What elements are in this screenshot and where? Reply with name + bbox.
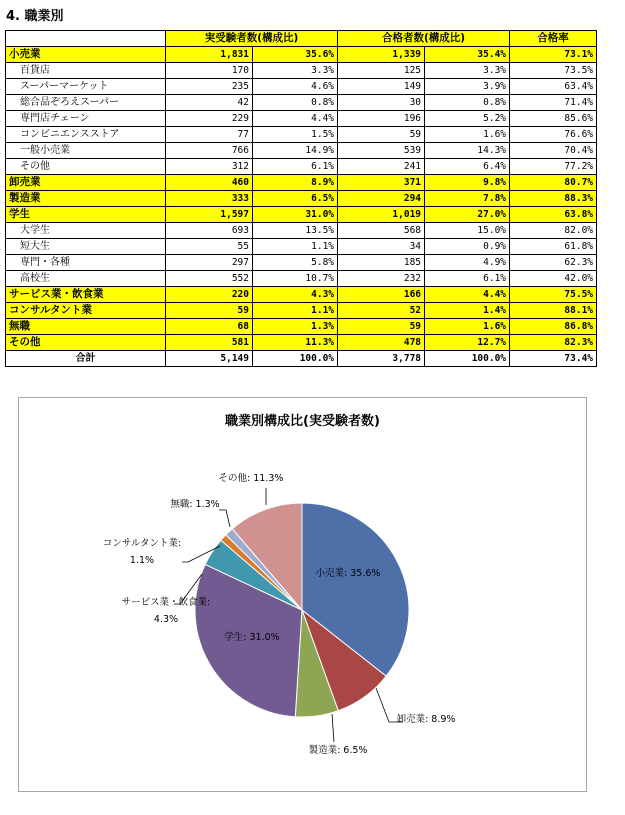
pass-rate: 88.3%	[510, 191, 597, 207]
passed-count: 149	[338, 79, 425, 95]
passed-count: 1,019	[338, 207, 425, 223]
table-row	[6, 351, 597, 367]
row-name: 合計	[6, 351, 166, 367]
passed-share: 0.9%	[425, 239, 510, 255]
examinees-share: 1.5%	[253, 127, 338, 143]
examinees-share: 100.0%	[253, 351, 338, 367]
table-row	[6, 95, 597, 111]
examinees-count: 312	[166, 159, 253, 175]
pass-rate: 82.3%	[510, 335, 597, 351]
pass-rate: 71.4%	[510, 95, 597, 111]
pass-rate: 73.4%	[510, 351, 597, 367]
passed-share: 7.8%	[425, 191, 510, 207]
examinees-count: 68	[166, 319, 253, 335]
examinees-share: 8.9%	[253, 175, 338, 191]
row-name: 学生	[6, 207, 166, 223]
passed-share: 1.6%	[425, 319, 510, 335]
table-row	[6, 255, 597, 271]
examinees-share: 1.1%	[253, 303, 338, 319]
row-name: 短大生	[6, 239, 166, 255]
pass-rate: 85.6%	[510, 111, 597, 127]
table-row	[6, 319, 597, 335]
passed-count: 52	[338, 303, 425, 319]
examinees-share: 6.1%	[253, 159, 338, 175]
examinees-count: 42	[166, 95, 253, 111]
examinees-share: 3.3%	[253, 63, 338, 79]
row-name: コンビニエンスストア	[6, 127, 166, 143]
passed-count: 294	[338, 191, 425, 207]
header-passed: 合格者数(構成比)	[338, 31, 510, 47]
row-name: 小売業	[6, 47, 166, 63]
pie-data-label: 無職: 1.3%	[170, 499, 220, 510]
passed-share: 35.4%	[425, 47, 510, 63]
pie-leader-line	[219, 510, 230, 527]
pie-chart-area	[18, 397, 587, 792]
table-row	[6, 335, 597, 351]
pie-chart	[19, 398, 586, 791]
examinees-share: 14.9%	[253, 143, 338, 159]
examinees-share: 4.4%	[253, 111, 338, 127]
passed-share: 5.2%	[425, 111, 510, 127]
row-name: その他	[6, 159, 166, 175]
passed-count: 30	[338, 95, 425, 111]
examinees-count: 55	[166, 239, 253, 255]
row-name: サービス業・飲食業	[6, 287, 166, 303]
pass-rate: 63.4%	[510, 79, 597, 95]
passed-share: 6.1%	[425, 271, 510, 287]
table-row	[6, 303, 597, 319]
passed-count: 371	[338, 175, 425, 191]
passed-share: 100.0%	[425, 351, 510, 367]
passed-count: 3,778	[338, 351, 425, 367]
table-row	[6, 111, 597, 127]
row-name: 専門店チェーン	[6, 111, 166, 127]
pass-rate: 63.8%	[510, 207, 597, 223]
examinees-count: 170	[166, 63, 253, 79]
examinees-count: 59	[166, 303, 253, 319]
passed-share: 3.3%	[425, 63, 510, 79]
pie-leader-line	[332, 714, 334, 742]
passed-share: 9.8%	[425, 175, 510, 191]
row-name: 百貨店	[6, 63, 166, 79]
passed-share: 1.6%	[425, 127, 510, 143]
examinees-count: 297	[166, 255, 253, 271]
table-row	[6, 79, 597, 95]
row-name: その他	[6, 335, 166, 351]
passed-count: 241	[338, 159, 425, 175]
examinees-count: 77	[166, 127, 253, 143]
row-name: 高校生	[6, 271, 166, 287]
table-row	[6, 143, 597, 159]
row-name: 卸売業	[6, 175, 166, 191]
examinees-share: 4.3%	[253, 287, 338, 303]
examinees-count: 1,831	[166, 47, 253, 63]
pass-rate: 82.0%	[510, 223, 597, 239]
pass-rate: 73.1%	[510, 47, 597, 63]
passed-count: 34	[338, 239, 425, 255]
passed-share: 3.9%	[425, 79, 510, 95]
pie-data-label: 小売業: 35.6%	[315, 568, 381, 579]
passed-count: 196	[338, 111, 425, 127]
examinees-count: 693	[166, 223, 253, 239]
passed-share: 14.3%	[425, 143, 510, 159]
pass-rate: 70.4%	[510, 143, 597, 159]
examinees-share: 31.0%	[253, 207, 338, 223]
passed-share: 6.4%	[425, 159, 510, 175]
pie-data-label: コンサルタント業: 1.1%	[102, 538, 182, 566]
pie-data-label: 学生: 31.0%	[224, 632, 280, 643]
row-name: 専門・各種	[6, 255, 166, 271]
pass-rate: 62.3%	[510, 255, 597, 271]
row-name: スーパーマーケット	[6, 79, 166, 95]
examinees-count: 5,149	[166, 351, 253, 367]
pie-data-label: その他: 11.3%	[218, 473, 284, 484]
table-row	[6, 191, 597, 207]
passed-count: 539	[338, 143, 425, 159]
examinees-share: 4.6%	[253, 79, 338, 95]
passed-count: 59	[338, 319, 425, 335]
examinees-share: 35.6%	[253, 47, 338, 63]
row-name: 総合品ぞろえスーパー	[6, 95, 166, 111]
passed-count: 59	[338, 127, 425, 143]
passed-count: 232	[338, 271, 425, 287]
table-body	[6, 47, 597, 367]
pie-data-label: サービス業・飲食業: 4.3%	[121, 597, 211, 625]
pass-rate: 88.1%	[510, 303, 597, 319]
examinees-count: 229	[166, 111, 253, 127]
examinees-share: 13.5%	[253, 223, 338, 239]
row-name: コンサルタント業	[6, 303, 166, 319]
examinees-share: 1.3%	[253, 319, 338, 335]
passed-count: 568	[338, 223, 425, 239]
table-row	[6, 287, 597, 303]
examinees-count: 1,597	[166, 207, 253, 223]
passed-share: 0.8%	[425, 95, 510, 111]
table-row	[6, 159, 597, 175]
passed-count: 185	[338, 255, 425, 271]
examinees-share: 5.8%	[253, 255, 338, 271]
pass-rate: 86.8%	[510, 319, 597, 335]
row-name: 無職	[6, 319, 166, 335]
pass-rate: 76.6%	[510, 127, 597, 143]
occupation-table	[5, 30, 597, 367]
passed-count: 166	[338, 287, 425, 303]
pass-rate: 73.5%	[510, 63, 597, 79]
chart-title: 職業別構成比(実受験者数)	[225, 414, 380, 429]
table-row	[6, 175, 597, 191]
examinees-share: 10.7%	[253, 271, 338, 287]
pass-rate: 42.0%	[510, 271, 597, 287]
examinees-count: 460	[166, 175, 253, 191]
row-name: 製造業	[6, 191, 166, 207]
table-row	[6, 207, 597, 223]
examinees-count: 333	[166, 191, 253, 207]
passed-count: 1,339	[338, 47, 425, 63]
pie-data-label: 卸売業: 8.9%	[396, 714, 456, 725]
table-row	[6, 47, 597, 63]
passed-share: 27.0%	[425, 207, 510, 223]
examinees-count: 552	[166, 271, 253, 287]
table-row	[6, 127, 597, 143]
examinees-count: 581	[166, 335, 253, 351]
row-name: 大学生	[6, 223, 166, 239]
examinees-count: 766	[166, 143, 253, 159]
table-row	[6, 239, 597, 255]
passed-share: 4.9%	[425, 255, 510, 271]
header-pass-rate: 合格率	[510, 31, 597, 47]
examinees-share: 6.5%	[253, 191, 338, 207]
passed-share: 12.7%	[425, 335, 510, 351]
examinees-share: 11.3%	[253, 335, 338, 351]
pass-rate: 61.8%	[510, 239, 597, 255]
header-examinees: 実受験者数(構成比)	[166, 31, 338, 47]
pass-rate: 80.7%	[510, 175, 597, 191]
table-row	[6, 271, 597, 287]
header-blank	[6, 31, 166, 47]
row-name: 一般小売業	[6, 143, 166, 159]
examinees-share: 0.8%	[253, 95, 338, 111]
table-row	[6, 223, 597, 239]
passed-count: 478	[338, 335, 425, 351]
examinees-count: 235	[166, 79, 253, 95]
passed-share: 1.4%	[425, 303, 510, 319]
pass-rate: 77.2%	[510, 159, 597, 175]
passed-share: 15.0%	[425, 223, 510, 239]
passed-share: 4.4%	[425, 287, 510, 303]
examinees-share: 1.1%	[253, 239, 338, 255]
passed-count: 125	[338, 63, 425, 79]
table-header-row	[6, 31, 597, 47]
section-title: 4. 職業別	[6, 9, 64, 24]
examinees-count: 220	[166, 287, 253, 303]
table-row	[6, 63, 597, 79]
pie-data-label: 製造業: 6.5%	[308, 745, 368, 756]
pass-rate: 75.5%	[510, 287, 597, 303]
